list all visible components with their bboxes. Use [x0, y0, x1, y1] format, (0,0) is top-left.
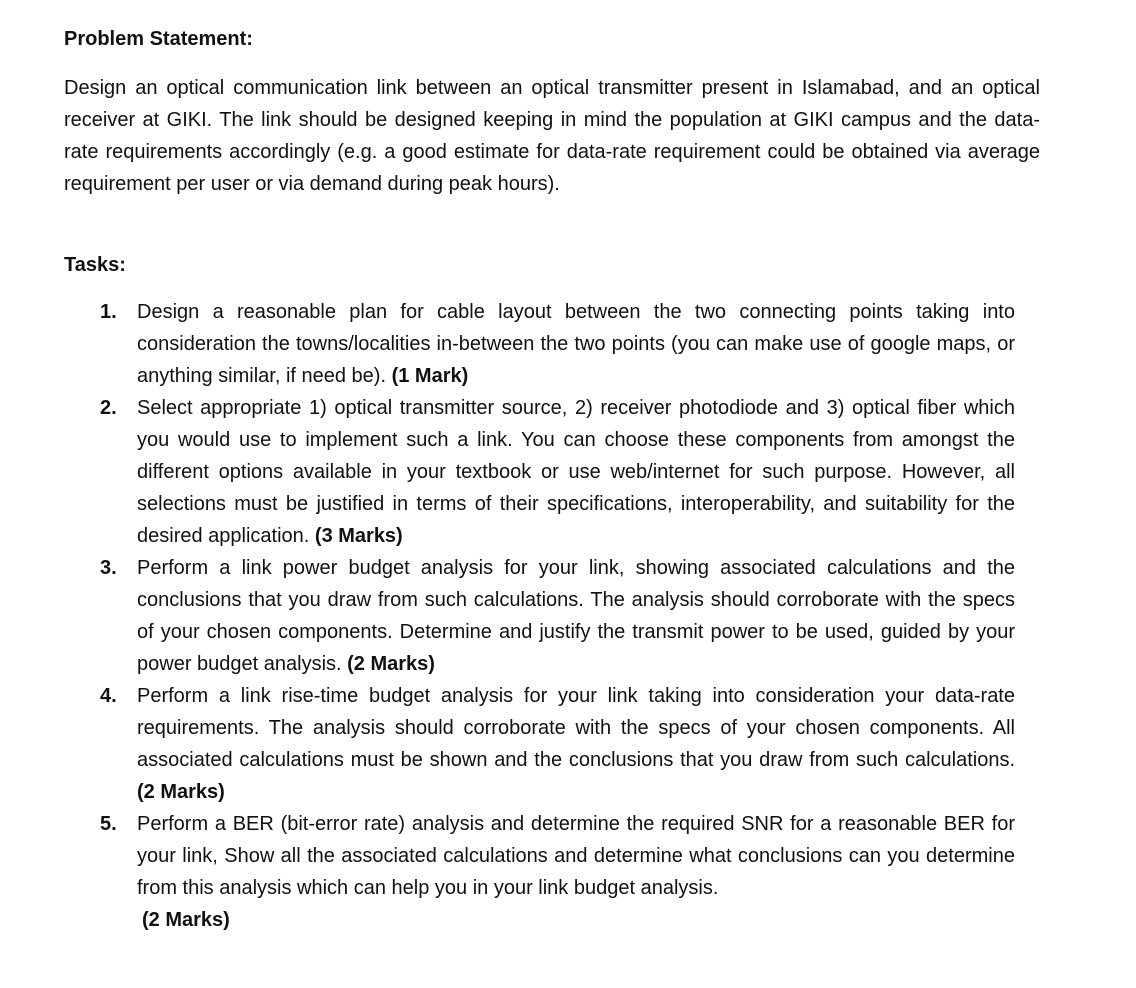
- task-item: [100, 680, 1015, 808]
- problem-statement-heading: Problem Statement:: [64, 28, 253, 50]
- task-text: Select appropriate 1) optical transmitter source, 2) receiver photodiode and 3) optical fiber which you would use to implement such a link. You can choose these components from amongst the different options available in your textbook or use web/internet for such purpose. However, all selections must be justified in terms of their specifications, interoperability, and suitability for the desired application.: [137, 397, 1015, 547]
- task-marks: (2 Marks): [137, 781, 225, 803]
- task-number: 3.: [100, 557, 117, 579]
- task-number: 5.: [100, 813, 117, 835]
- task-item: [100, 552, 1015, 680]
- task-text: Design a reasonable plan for cable layout between the two connecting points taking into consideration the towns/localities in-between the two points (you can make use of google maps, or anything similar, if need be).: [137, 301, 1015, 387]
- problem-statement-text: Design an optical communication link between an optical transmitter present in Islamabad, and an optical receiver at GIKI. The link should be designed keeping in mind the population at GIKI campus and the data-rate requirements accordingly (e.g. a good estimate for data-rate requirement could be obtained via average requirement per user or via demand during peak hours).: [64, 77, 1040, 195]
- task-marks: (2 Marks): [142, 909, 230, 931]
- task-marks: (2 Marks): [347, 653, 435, 675]
- task-list: [100, 296, 1015, 936]
- task-number: 1.: [100, 301, 117, 323]
- task-marks: (1 Mark): [391, 365, 469, 387]
- task-text: Perform a link rise-time budget analysis for your link taking into consideration your data-rate requirements. The analysis should corroborate with the specs of your chosen components. All associated calculations must be shown and the conclusions that you draw from such calculations.: [137, 685, 1015, 771]
- task-item: [100, 808, 1015, 936]
- task-marks: (3 Marks): [314, 525, 403, 547]
- task-text: Perform a link power budget analysis for your link, showing associated calculations and the conclusions that you draw from such calculations. The analysis should corroborate with the specs of your chosen components. Determine and justify the transmit power to be used, guided by your power budget analysis.: [137, 557, 1015, 675]
- task-text: Perform a BER (bit-error rate) analysis and determine the required SNR for a reasonable BER for your link, Show all the associated calculations and determine what conclusions can you determine from this analysis which can help you in your link budget analysis.: [137, 813, 1015, 899]
- tasks-heading: Tasks:: [64, 254, 126, 276]
- task-number: 2.: [100, 397, 117, 419]
- task-item: [100, 296, 1015, 392]
- task-number: 4.: [100, 685, 117, 707]
- task-item: [100, 392, 1015, 552]
